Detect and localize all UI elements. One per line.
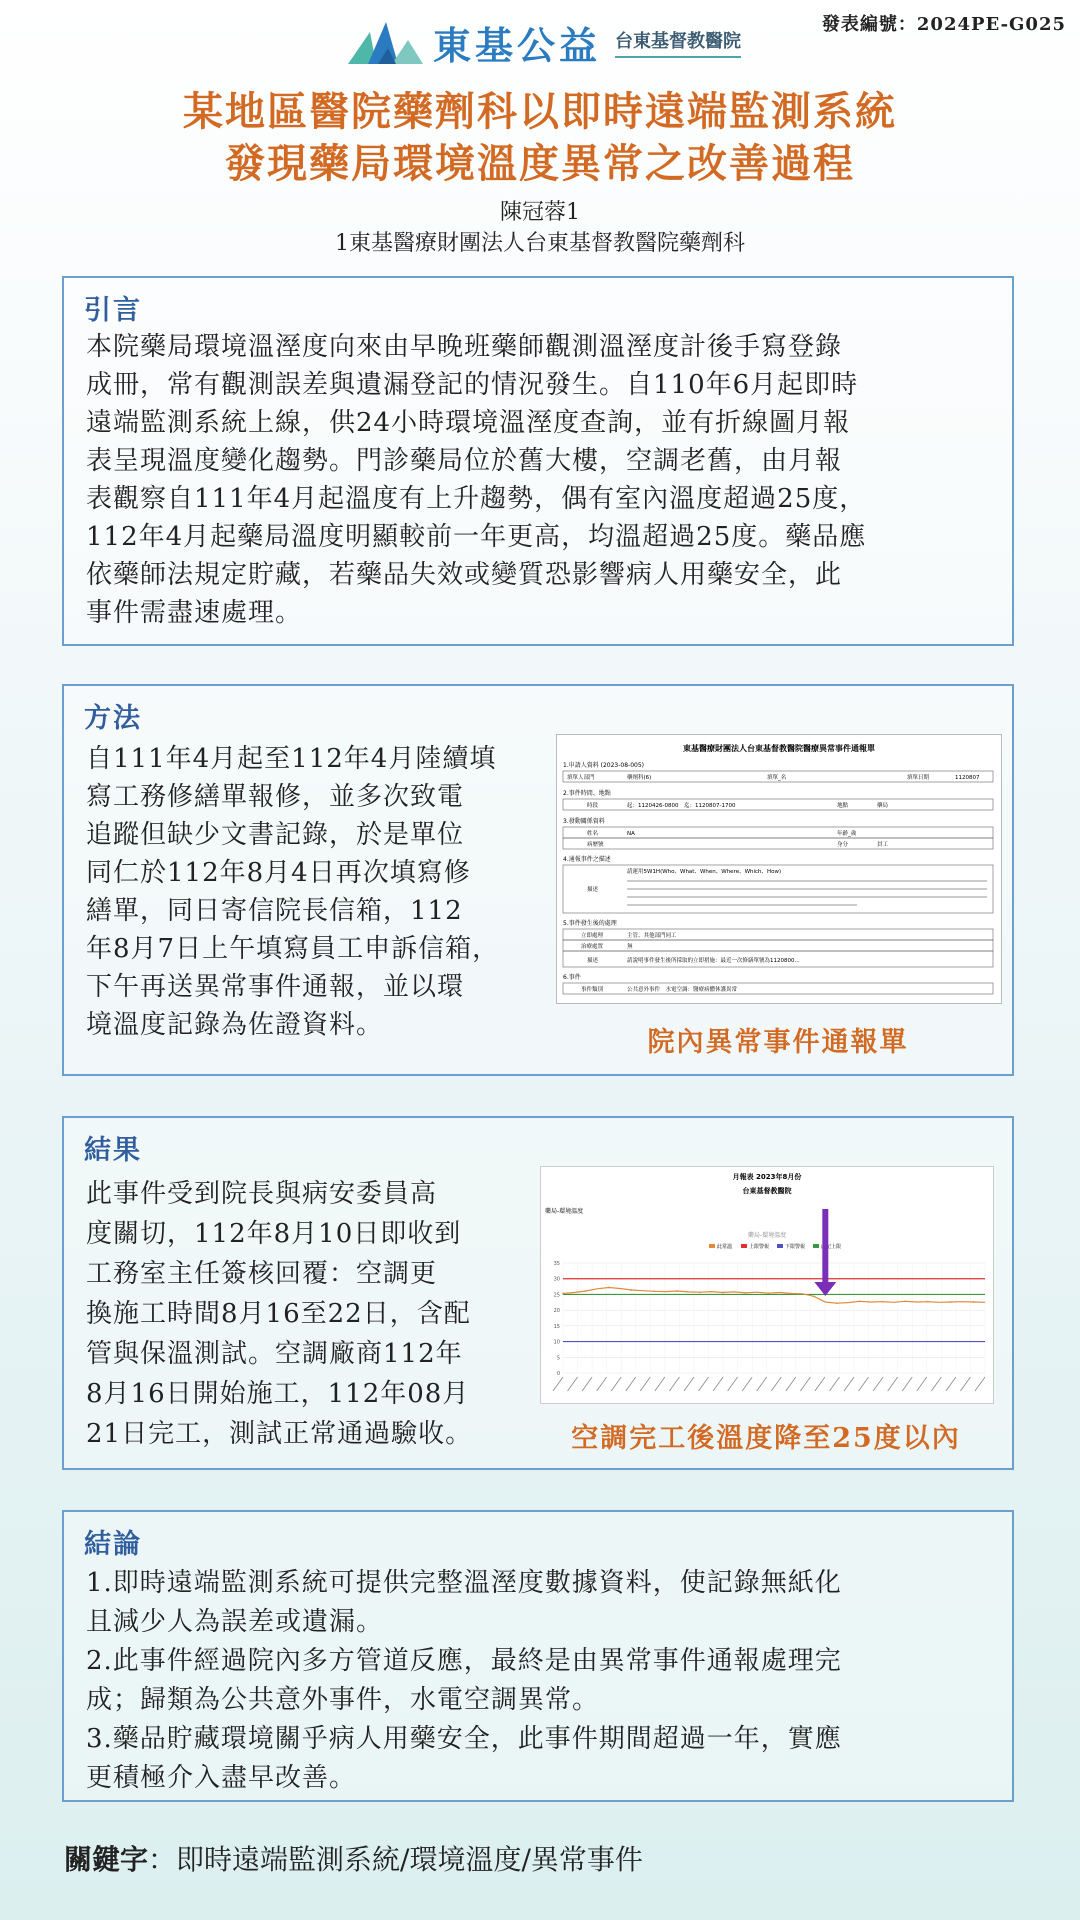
conclusion-heading: 結論 — [84, 1529, 142, 1560]
text-line: 年8月7日上午填寫員工申訴信箱， — [86, 934, 500, 964]
data-point — [676, 1290, 678, 1292]
x-tick-label — [669, 1377, 679, 1391]
methods-figure-caption: 院內異常事件通報單 — [647, 1027, 909, 1058]
x-tick-label — [960, 1377, 970, 1391]
x-tick-label — [699, 1377, 709, 1391]
legend-item: 此紀上限 — [821, 1244, 842, 1250]
data-point — [722, 1292, 724, 1294]
results-heading: 結果 — [84, 1135, 142, 1166]
form-cell: 治療處置 — [581, 944, 604, 950]
form-cell: 地點 — [837, 803, 849, 809]
legend-item: 下限警報 — [785, 1244, 806, 1250]
x-tick-label — [582, 1377, 592, 1391]
data-point — [562, 1293, 564, 1295]
keywords-label: 關鍵字 — [64, 1843, 149, 1876]
form-cell: 立即處理 — [581, 933, 604, 939]
data-point — [608, 1287, 610, 1289]
text-line: 境溫度記錄為佐證資料。 — [86, 1010, 384, 1040]
x-tick-label — [859, 1377, 869, 1391]
form-cell: 藥劑科(6) — [627, 775, 652, 781]
text-line: 成冊，常有觀測誤差與遺漏登記的情況發生。自110年6月起即時 — [86, 370, 859, 400]
x-tick-label — [742, 1377, 752, 1391]
publication-number: 發表編號：2024PE-G025 — [821, 14, 1066, 35]
methods-section — [62, 684, 1014, 1076]
y-tick-label: 15 — [553, 1323, 560, 1330]
text-line: 追蹤但缺少文書記錄，於是單位 — [86, 820, 465, 850]
text-line: 21日完工，測試正常通過驗收。 — [86, 1419, 473, 1449]
x-tick-label — [946, 1377, 956, 1391]
y-tick-label: 30 — [553, 1276, 560, 1283]
series-line — [563, 1288, 985, 1304]
y-tick-label: 5 — [556, 1355, 560, 1362]
legend-item: 上限警報 — [749, 1244, 770, 1250]
text-line: 工務室主任簽核回覆：空調更 — [86, 1259, 438, 1289]
text-line: 更積極介入盡早改善。 — [86, 1763, 357, 1793]
form-section-3: 3.發動關係資料 — [563, 818, 605, 825]
affiliation: 1東基醫療財團法人台東基督教醫院藥劑科 — [335, 231, 745, 256]
x-tick-label — [917, 1377, 927, 1391]
data-point — [836, 1302, 838, 1304]
text-line: 本院藥局環境溫溼度向來由早晚班藥師觀測溫溼度計後手寫登錄 — [86, 332, 843, 362]
results-figure-caption: 空調完工後溫度降至25度以內 — [571, 1423, 961, 1454]
form-cell: 起：1120426-0800 迄：1120807-1700 — [627, 803, 736, 809]
data-point — [813, 1295, 815, 1297]
form-cell: 請運用5W1H(Who、What、When、Where、Which、How) — [627, 869, 782, 875]
form-cell: 主管、其他部門同工 — [627, 933, 677, 939]
logo-hospital: 台東基督教醫院 — [615, 27, 741, 58]
results-section — [62, 1116, 1014, 1470]
y-tick-label: 25 — [553, 1292, 560, 1299]
data-point — [653, 1290, 655, 1292]
y-tick-label: 10 — [553, 1339, 560, 1346]
x-tick-label — [684, 1377, 694, 1391]
text-line: 依藥師法規定貯藏，若藥品失效或變質恐影響病人用藥安全，此 — [86, 560, 843, 590]
x-tick-label — [640, 1377, 650, 1391]
author: 陳冠蓉1 — [500, 200, 580, 225]
form-cell: 無 — [627, 944, 633, 950]
text-line: 寫工務修繕單報修，並多次致電 — [86, 782, 465, 812]
form-section-2: 2.事件時間、地點 — [563, 790, 611, 797]
x-tick-label — [568, 1377, 578, 1391]
form-cell: 員工 — [877, 842, 889, 848]
form-cell: 填單_名 — [767, 775, 787, 781]
x-tick-label — [553, 1377, 563, 1391]
logo-brand: 東基公益 — [433, 23, 602, 68]
text-line: 112年4月起藥局溫度明顯較前一年更高，均溫超過25度。藥品應 — [86, 522, 867, 552]
text-line: 事件需盡速處理。 — [86, 598, 303, 628]
methods-text — [86, 740, 556, 1044]
text-line: 1.即時遠端監測系統可提供完整溫溼度數據資料，使記錄無紙化 — [86, 1568, 842, 1598]
x-tick-label — [800, 1377, 810, 1391]
text-line: 管與保溫測試。空調廠商112年 — [86, 1339, 463, 1369]
introduction-section — [62, 276, 1014, 646]
x-tick-label — [902, 1377, 912, 1391]
text-line: 此事件受到院長與病安委員高 — [86, 1179, 438, 1209]
legend-swatch — [741, 1244, 747, 1248]
form-section-5: 5.事件發生後的處理 — [563, 920, 617, 927]
methods-heading: 方法 — [84, 703, 142, 734]
text-line: 表呈現溫度變化趨勢。門診藥局位於舊大樓，空調老舊，由月報 — [86, 446, 843, 476]
logo-mark-icon — [348, 18, 423, 66]
form-cell: 描述 — [587, 887, 599, 893]
text-line: 表觀察自111年4月起溫度有上升趨勢，偶有室內溫度超過25度， — [86, 484, 867, 514]
text-line: 8月16日開始施工，112年08月 — [86, 1379, 470, 1409]
form-cell: 姓名 — [587, 831, 599, 837]
form-cell: 公共意外事件 水電空調：醫療病體休護異常 — [627, 987, 738, 993]
x-tick-label — [626, 1377, 636, 1391]
text-line: 同仁於112年8月4日再次填寫修 — [86, 858, 471, 888]
y-tick-label: 0 — [556, 1371, 560, 1377]
x-tick-label — [611, 1377, 621, 1391]
form-cell: 藥局 — [877, 803, 889, 809]
introduction-heading: 引言 — [84, 295, 142, 326]
data-point — [767, 1292, 769, 1294]
x-tick-label — [815, 1377, 825, 1391]
text-line: 下午再送異常事件通報，並以環 — [86, 972, 465, 1002]
chart-subtitle: 台東基督教醫院 — [742, 1187, 792, 1195]
data-point — [790, 1293, 792, 1295]
title-line-2: 發現藥局環境溫度異常之改善過程 — [225, 140, 855, 187]
form-cell: 請說明事件發生後所採取的立即措施：最近一次修繕單號為1120800... — [627, 958, 800, 964]
text-line: 自111年4月起至112年4月陸續填 — [86, 744, 497, 774]
form-cell: 年齡_歲 — [837, 831, 857, 837]
conclusion-section — [62, 1510, 1014, 1802]
data-point — [904, 1300, 906, 1302]
x-tick-label — [728, 1377, 738, 1391]
legend-swatch — [709, 1244, 715, 1248]
form-section-1: 1.申請人資料 (2023-08-005) — [563, 762, 645, 769]
form-cell: 病歷號 — [587, 842, 604, 848]
x-tick-label — [655, 1377, 665, 1391]
form-cell: 填單人部門 — [567, 775, 595, 781]
data-point — [950, 1301, 952, 1303]
form-cell: 身分 — [837, 842, 849, 848]
x-tick-label — [888, 1377, 898, 1391]
form-cell: NA — [627, 831, 635, 837]
text-line: 換施工時間8月16至22日，含配 — [86, 1299, 471, 1329]
form-cell: 1120807 — [955, 775, 980, 781]
data-point — [585, 1290, 587, 1292]
results-text — [86, 1174, 546, 1454]
x-tick-label — [829, 1377, 839, 1391]
introduction-text — [86, 328, 998, 632]
text-line: 2.此事件經過院內多方管道反應，最終是由異常事件通報處理完 — [86, 1646, 842, 1676]
y-tick-label: 35 — [553, 1261, 560, 1267]
chart-title: 月報表 2023年8月份 — [732, 1173, 802, 1181]
logo — [348, 18, 741, 66]
form-section-6: 6.事件 — [563, 974, 581, 981]
chart-series-label: 藥局-環境溫度 — [747, 1232, 787, 1239]
text-line: 遠端監測系統上線，供24小時環境溫溼度查詢，並有折線圖月報 — [86, 408, 851, 438]
form-cell: 時段 — [587, 803, 599, 809]
data-point — [927, 1301, 929, 1303]
x-tick-label — [597, 1377, 607, 1391]
x-tick-label — [771, 1377, 781, 1391]
incident-report-form-figure — [556, 734, 1002, 1004]
form-cell: 填單日期 — [907, 775, 930, 781]
x-tick-label — [931, 1377, 941, 1391]
x-tick-label — [844, 1377, 854, 1391]
data-point — [859, 1300, 861, 1302]
title-line-1: 某地區醫院藥劑科以即時遠端監測系統 — [183, 88, 897, 135]
text-line: 且減少人為誤差或遺漏。 — [86, 1607, 384, 1637]
keywords-text: ：即時遠端監測系統/環境溫度/異常事件 — [148, 1843, 643, 1876]
data-point — [631, 1289, 633, 1291]
form-section-4: 4.通報事件之描述 — [563, 856, 611, 863]
data-point — [745, 1292, 747, 1294]
x-tick-label — [873, 1377, 883, 1391]
keywords — [64, 1838, 643, 1878]
text-line: 3.藥品貯藏環境關乎病人用藥安全，此事件期間超過一年，實應 — [86, 1724, 842, 1754]
x-tick-label — [713, 1377, 723, 1391]
chart-sensor-label: 藥局-環境溫度 — [545, 1208, 584, 1215]
text-line: 繕單，同日寄信院長信箱，112 — [86, 896, 463, 926]
text-line: 度關切，112年8月10日即收到 — [86, 1219, 462, 1249]
x-tick-label — [786, 1377, 796, 1391]
form-cell: 描述 — [587, 958, 599, 964]
legend-swatch — [777, 1244, 783, 1248]
data-point — [973, 1301, 975, 1303]
x-tick-label — [757, 1377, 767, 1391]
legend-item: 此常溫 — [717, 1244, 733, 1250]
conclusion-text — [86, 1564, 998, 1798]
y-tick-label: 20 — [553, 1308, 560, 1315]
data-point — [699, 1291, 701, 1293]
text-line: 成；歸類為公共意外事件，水電空調異常。 — [86, 1685, 600, 1715]
temperature-chart — [540, 1166, 994, 1404]
form-cell: 事件類別 — [581, 987, 604, 993]
data-point — [881, 1301, 883, 1303]
x-tick-label — [975, 1377, 985, 1391]
form-title: 東基醫療財團法人台東基督教醫院醫療異常事件通報單 — [683, 744, 875, 753]
legend-swatch — [813, 1244, 819, 1248]
